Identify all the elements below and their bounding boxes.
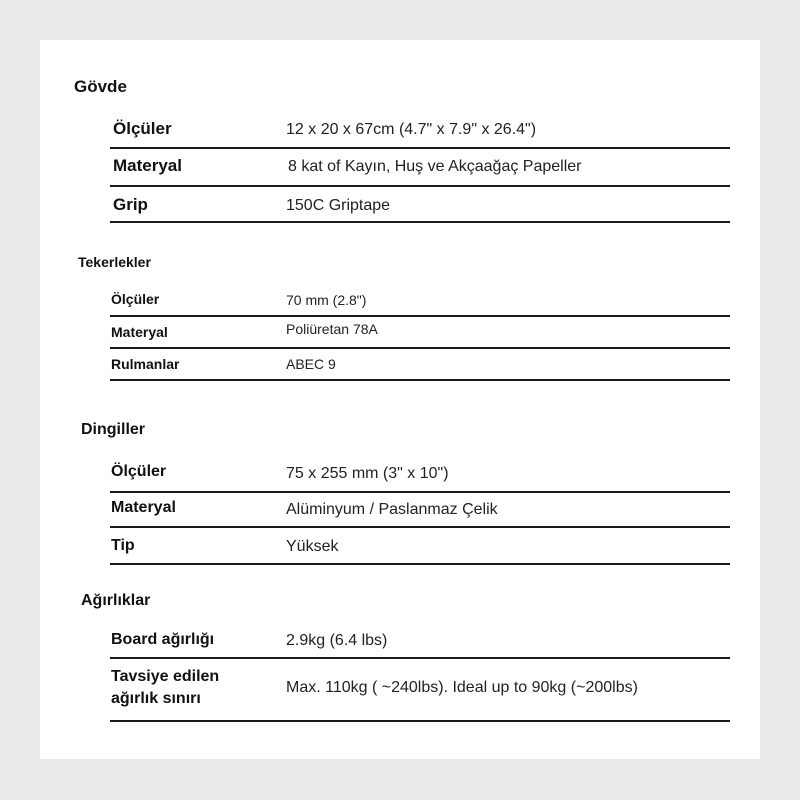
- spec-key: Grip: [113, 195, 148, 214]
- spec-key: Materyal: [111, 324, 168, 340]
- spec-value: Alüminyum / Paslanmaz Çelik: [286, 501, 498, 518]
- spec-value: Yüksek: [286, 538, 339, 555]
- spec-key: Materyal: [113, 156, 182, 175]
- spec-value: 75 x 255 mm (3" x 10"): [286, 465, 449, 482]
- row-divider: [110, 379, 730, 381]
- spec-key-line: Tavsiye edilen: [111, 668, 220, 685]
- row-divider: [110, 491, 730, 493]
- spec-card: [40, 40, 760, 759]
- spec-value: 70 mm (2.8"): [286, 292, 367, 308]
- spec-key: Ölçüler: [113, 119, 172, 138]
- row-divider: [110, 526, 730, 528]
- row-divider: [110, 147, 730, 149]
- spec-key: Ölçüler: [111, 291, 160, 307]
- row-divider: [110, 563, 730, 565]
- row-divider: [110, 221, 730, 223]
- row-divider: [110, 347, 730, 349]
- spec-value: ABEC 9: [286, 356, 336, 372]
- spec-key: Ölçüler: [111, 463, 167, 480]
- spec-value: Max. 110kg ( ~240lbs). Ideal up to 90kg (~200lbs): [286, 679, 638, 696]
- spec-value: 8 kat of Kayın, Huş ve Akçaağaç Papeller: [288, 158, 582, 175]
- spec-key: Tip: [111, 537, 135, 554]
- spec-value: 2.9kg (6.4 lbs): [286, 632, 388, 649]
- row-divider: [110, 185, 730, 187]
- spec-key: Board ağırlığı: [111, 631, 215, 648]
- spec-value: 12 x 20 x 67cm (4.7" x 7.9" x 26.4"): [286, 121, 537, 138]
- section-title-tekerlekler: Tekerlekler: [78, 254, 151, 270]
- spec-key: [111, 666, 219, 710]
- spec-key: Materyal: [111, 499, 176, 516]
- section-title-dingiller: Dingiller: [81, 421, 146, 438]
- spec-key-line: ağırlık sınırı: [111, 690, 201, 707]
- row-divider: [110, 720, 730, 722]
- section-title-agirliklar: Ağırlıklar: [81, 592, 151, 609]
- spec-key: Rulmanlar: [111, 356, 180, 372]
- row-divider: [110, 657, 730, 659]
- row-divider: [110, 315, 730, 317]
- section-title-govde: Gövde: [74, 77, 127, 96]
- spec-value: 150C Griptape: [286, 197, 391, 214]
- spec-value: Poliüretan 78A: [286, 321, 378, 337]
